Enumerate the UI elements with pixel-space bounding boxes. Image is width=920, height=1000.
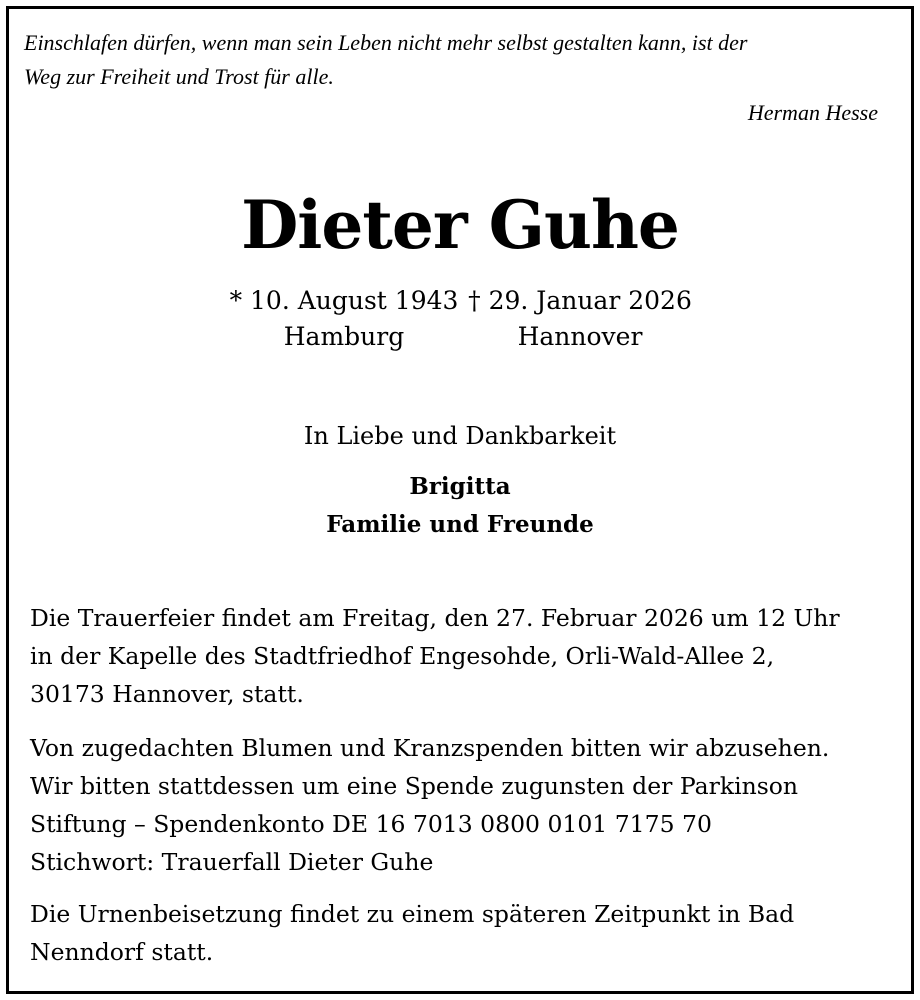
deceased-name: Dieter Guhe [241, 186, 679, 264]
dedication: In Liebe und Dankbarkeit [303, 422, 617, 450]
paragraph-line: in der Kapelle des Stadtfriedhof Engesohde, Orli-Wald-Allee 2, [30, 642, 775, 670]
paragraph-line: 30173 Hannover, statt. [30, 680, 304, 708]
death-place: Hannover [517, 322, 643, 351]
mourners [0, 468, 920, 544]
donation-paragraph [30, 729, 890, 881]
paragraph-line: Von zugedachten Blumen und Kranzspenden bitten wir abzusehen. [30, 734, 830, 762]
birth-info [228, 283, 460, 355]
death-date: † 29. Januar 2026 [468, 286, 692, 315]
quote-line: Einschlafen dürfen, wenn man sein Leben nicht mehr selbst gestalten kann, ist der [24, 30, 748, 55]
paragraph-line: Die Trauerfeier findet am Freitag, den 27. Februar 2026 um 12 Uhr [30, 604, 840, 632]
birth-place: Hamburg [283, 322, 405, 351]
quote-line: Weg zur Freiheit und Trost für alle. [24, 64, 334, 89]
death-info [462, 283, 698, 355]
paragraph-line: Wir bitten stattdessen um eine Spende zugunsten der Parkinson [30, 772, 799, 800]
quote-author: Herman Hesse [747, 100, 878, 125]
funeral-service-paragraph [30, 599, 890, 713]
mourner-name: Familie und Freunde [326, 511, 594, 538]
paragraph-line: Nenndorf statt. [30, 938, 214, 966]
urn-burial-paragraph [30, 895, 890, 971]
epigraph-quote [24, 26, 864, 94]
birth-date: * 10. August 1943 [229, 286, 459, 315]
mourner-name: Brigitta [409, 473, 511, 500]
paragraph-line: Stichwort: Trauerfall Dieter Guhe [30, 848, 434, 876]
paragraph-line: Stiftung – Spendenkonto DE 16 7013 0800 0101 7175 70 [30, 810, 712, 838]
paragraph-line: Die Urnenbeisetzung findet zu einem späteren Zeitpunkt in Bad [30, 900, 795, 928]
